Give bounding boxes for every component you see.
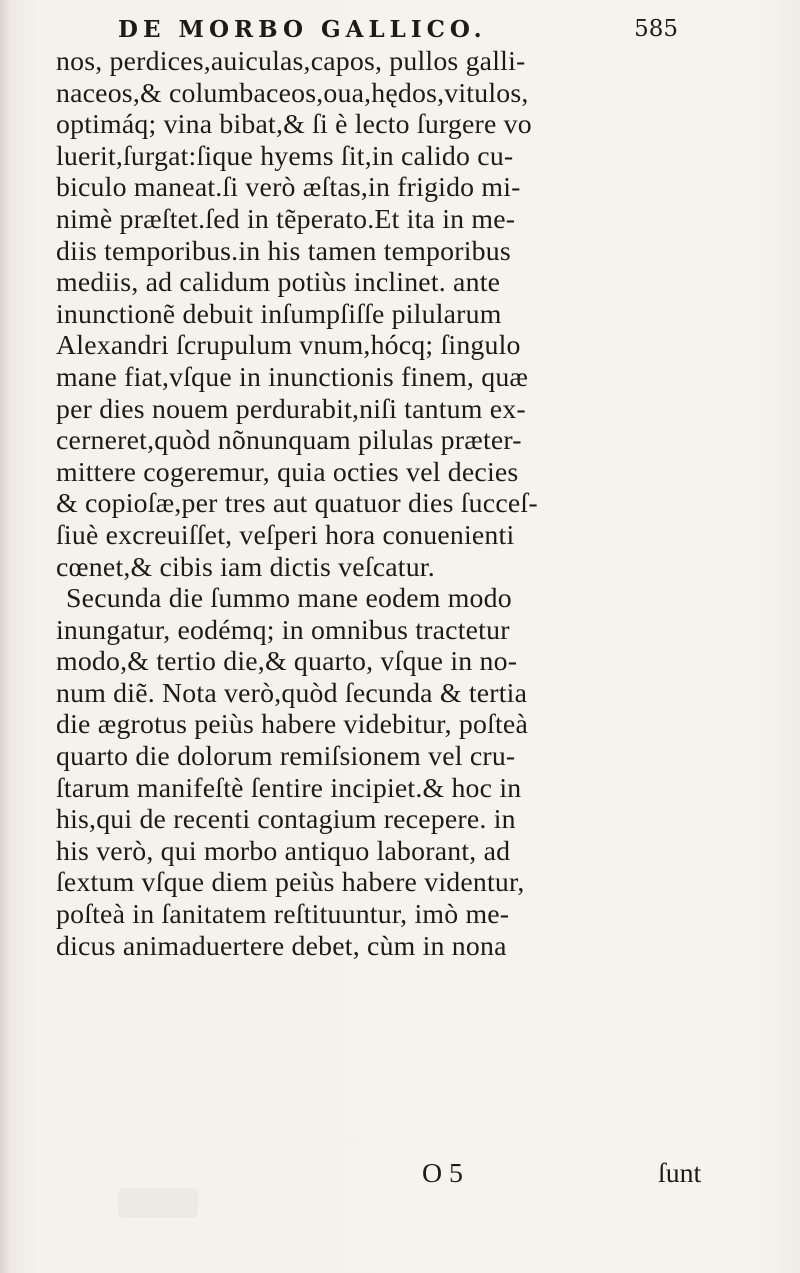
text-line-19: inungatur, eodémq; in omnibus tractetur	[56, 614, 510, 646]
text-line-27: ſextum vſque diem peiùs habere videntur,	[56, 867, 525, 899]
text-line-6: nimè præſtet.ſed in tẽperato.Et ita in me-	[56, 203, 516, 235]
text-line-25: his,qui de recenti contagium recepere. in	[56, 804, 516, 836]
text-line-28: poſteà in ſanitatem reſtituuntur, imò me-	[56, 899, 510, 931]
text-line-23: quarto die dolorum remiſsionem vel cru-	[56, 741, 516, 773]
catchword: ſunt	[658, 1158, 702, 1189]
text-line-22: die ægrotus peiùs habere videbitur, poſteà	[56, 709, 528, 741]
text-line-14: mittere cogeremur, quia octies vel decies	[56, 456, 519, 488]
text-line-12: per dies nouem perdurabit,niſi tantum ex-	[56, 393, 526, 425]
page-gutter-shadow	[0, 0, 10, 1273]
text-line-16: ſiuè excreuiſſet, veſperi hora conuenienti	[56, 519, 515, 551]
show-through-smudge	[118, 1188, 198, 1218]
signature-mark: O 5	[422, 1158, 463, 1189]
text-line-24: ſtarum manifeſtè ſentire incipiet.& hoc in	[56, 772, 522, 804]
text-line-20: modo,& tertio die,& quarto, vſque in no-	[56, 646, 518, 678]
text-line-3: optimáq; vina bibat,& ſi è lecto ſurgere vo	[56, 109, 532, 141]
text-line-11: mane fiat,vſque in inunctionis finem, quæ	[56, 361, 529, 393]
text-line-18: Secunda die ſummo mane eodem modo	[66, 583, 512, 615]
text-line-9: inunctionẽ debuit inſumpſiſſe pilularum	[56, 298, 502, 330]
text-line-26: his verò, qui morbo antiquo laborant, ad	[56, 835, 511, 867]
body-text	[56, 46, 756, 962]
text-line-8: mediis, ad calidum potiùs inclinet. ante	[56, 267, 501, 299]
text-line-7: diis temporibus.in his tamen temporibus	[56, 235, 511, 267]
text-line-29: dicus animaduertere debet, cùm in nona	[56, 930, 507, 962]
text-line-5: biculo maneat.ſi verò æſtas,in frigido mi-	[56, 172, 521, 204]
text-line-2: naceos,& columbaceos,oua,hędos,vitulos,	[56, 77, 529, 109]
text-line-1: nos, perdices,auiculas,capos, pullos galli-	[56, 46, 526, 77]
text-line-17: cœnet,& cibis iam dictis veſcatur.	[56, 551, 435, 583]
text-line-21: num diẽ. Nota verò,quòd ſecunda & tertia	[56, 677, 528, 709]
running-head-title: DE MORBO GALLICO.	[118, 16, 487, 43]
text-line-13: cerneret,quòd nõnunquam pilulas præter-	[56, 425, 522, 457]
page-number: 585	[634, 16, 678, 42]
text-line-15: & copioſæ,per tres aut quatuor dies ſucceſ-	[56, 488, 538, 520]
text-line-10: Alexandri ſcrupulum vnum,hócq; ſingulo	[56, 330, 521, 362]
text-line-4: luerit,ſurgat:ſique hyems ſit,in calido cu-	[56, 140, 514, 172]
